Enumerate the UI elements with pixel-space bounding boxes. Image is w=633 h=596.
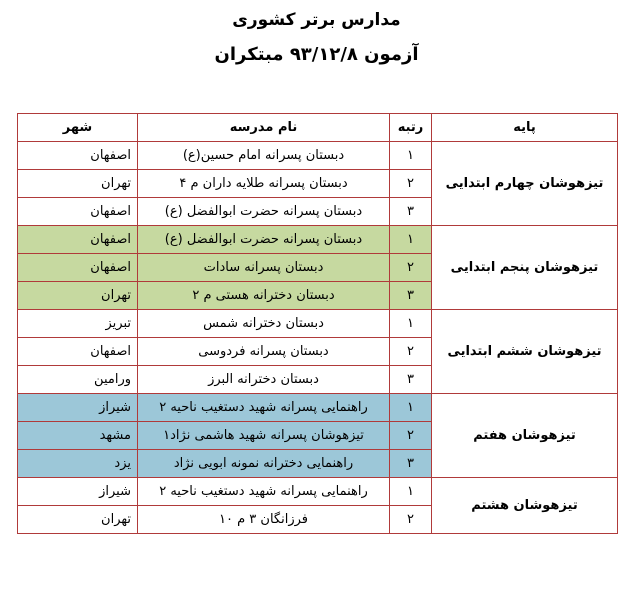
school-name-cell: دبستان پسرانه حضرت ابوالفضل (ع) xyxy=(138,198,390,226)
header-grade: پایه xyxy=(432,114,618,142)
city-cell: شیراز xyxy=(18,394,138,422)
city-cell: تهران xyxy=(18,170,138,198)
city-cell: تهران xyxy=(18,282,138,310)
rank-cell: ۱ xyxy=(390,142,432,170)
grade-cell: تیزهوشان هفتم xyxy=(432,394,618,478)
rank-cell: ۳ xyxy=(390,366,432,394)
city-cell: تبریز xyxy=(18,310,138,338)
school-name-cell: راهنمایی پسرانه شهید دستغیب ناحیه ۲ xyxy=(138,478,390,506)
grade-cell: تیزهوشان چهارم ابتدایی xyxy=(432,142,618,226)
table-row xyxy=(18,478,618,506)
header-rank: رتبه xyxy=(390,114,432,142)
city-cell: اصفهان xyxy=(18,198,138,226)
rank-cell: ۱ xyxy=(390,310,432,338)
city-cell: اصفهان xyxy=(18,142,138,170)
rank-cell: ۲ xyxy=(390,422,432,450)
rank-cell: ۳ xyxy=(390,198,432,226)
header-city: شهر xyxy=(18,114,138,142)
school-name-cell: دبستان پسرانه طلایه داران م ۴ xyxy=(138,170,390,198)
city-cell: اصفهان xyxy=(18,226,138,254)
school-name-cell: دبستان دخترانه البرز xyxy=(138,366,390,394)
city-cell: یزد xyxy=(18,450,138,478)
header-school: نام مدرسه xyxy=(138,114,390,142)
school-name-cell: دبستان پسرانه حضرت ابوالفضل (ع) xyxy=(138,226,390,254)
page-title: مدارس برتر کشوری xyxy=(232,10,401,30)
rank-cell: ۲ xyxy=(390,254,432,282)
rank-cell: ۲ xyxy=(390,170,432,198)
school-name-cell: دبستان دخترانه هستی م ۲ xyxy=(138,282,390,310)
table-row xyxy=(18,394,618,422)
city-cell: تهران xyxy=(18,506,138,534)
grade-cell: تیزهوشان پنجم ابتدایی xyxy=(432,226,618,310)
rank-cell: ۳ xyxy=(390,282,432,310)
page-subtitle: آزمون ۹۳/۱۲/۸ مبتکران xyxy=(214,44,419,65)
city-cell: اصفهان xyxy=(18,338,138,366)
table-row xyxy=(18,142,618,170)
rank-cell: ۲ xyxy=(390,338,432,366)
rank-cell: ۲ xyxy=(390,506,432,534)
grade-cell: تیزهوشان ششم ابتدایی xyxy=(432,310,618,394)
city-cell: شیراز xyxy=(18,478,138,506)
school-name-cell: دبستان پسرانه امام حسین(ع) xyxy=(138,142,390,170)
table-row xyxy=(18,310,618,338)
rank-cell: ۳ xyxy=(390,450,432,478)
table-body xyxy=(18,142,618,534)
top-schools-table xyxy=(17,113,618,534)
school-name-cell: دبستان دخترانه شمس xyxy=(138,310,390,338)
school-name-cell: راهنمایی دخترانه نمونه ابویی نژاد xyxy=(138,450,390,478)
school-name-cell: دبستان پسرانه سادات xyxy=(138,254,390,282)
grade-cell: تیزهوشان هشتم xyxy=(432,478,618,534)
city-cell: اصفهان xyxy=(18,254,138,282)
school-name-cell: فرزانگان ۳ م ۱۰ xyxy=(138,506,390,534)
school-name-cell: راهنمایی پسرانه شهید دستغیب ناحیه ۲ xyxy=(138,394,390,422)
table-header-row xyxy=(18,114,618,142)
rank-cell: ۱ xyxy=(390,226,432,254)
rank-cell: ۱ xyxy=(390,394,432,422)
city-cell: مشهد xyxy=(18,422,138,450)
city-cell: ورامین xyxy=(18,366,138,394)
school-name-cell: دبستان پسرانه فردوسی xyxy=(138,338,390,366)
school-name-cell: تیزهوشان پسرانه شهید هاشمی نژاد۱ xyxy=(138,422,390,450)
table-row xyxy=(18,226,618,254)
rank-cell: ۱ xyxy=(390,478,432,506)
